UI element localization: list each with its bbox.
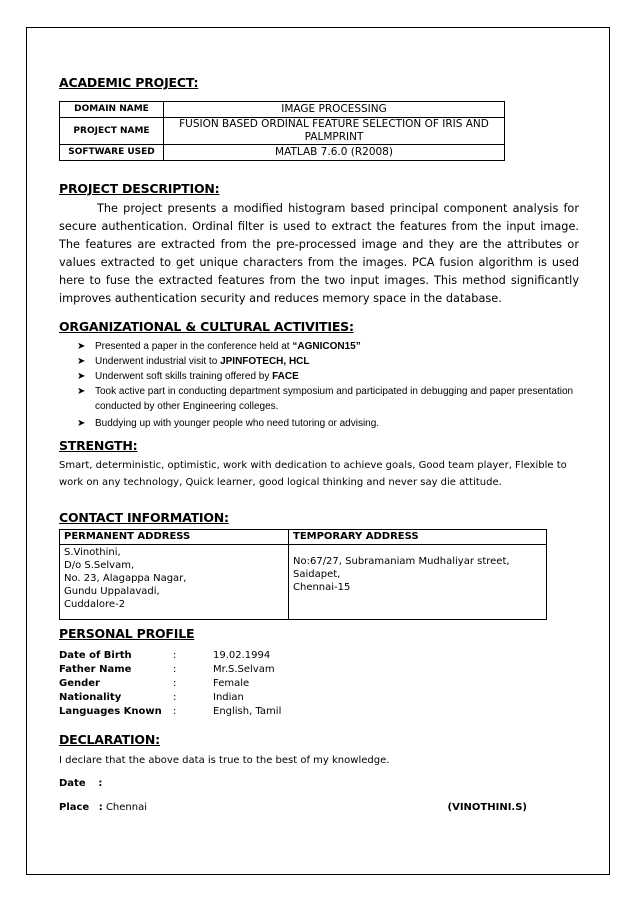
academic-heading: ACADEMIC PROJECT: <box>59 75 199 90</box>
table-row: Gender : Female <box>59 678 250 689</box>
table-row <box>60 145 505 161</box>
permanent-address-cell: S.Vinothini, D/o S.Selvam, No. 23, Alagappa Nagar, Gundu Uppalavadi, Cuddalore-2 <box>60 545 289 620</box>
personal-profile-section <box>59 626 579 719</box>
declaration-heading: DECLARATION: <box>59 732 160 747</box>
declaration-section <box>59 732 527 816</box>
arrow-bullet-icon: ➤ <box>77 341 86 352</box>
arrow-bullet-icon: ➤ <box>77 418 86 429</box>
project-name-label: PROJECT NAME <box>60 118 164 145</box>
software-used-label: SOFTWARE USED <box>60 145 164 161</box>
temporary-address-cell: No:67/27, Subramaniam Mudhaliyar street, Saidapet, Chennai-15 <box>289 545 547 620</box>
strength-heading: STRENGTH: <box>59 438 138 453</box>
date-line: Date : <box>59 778 103 789</box>
declaration-text: I declare that the above data is true to the best of my knowledge. <box>59 755 390 766</box>
list-item: ➤ Took active part in conducting department symposium and participated in debugging and paper presentation conducted by other Engineering colleges. <box>77 386 574 412</box>
strength-section <box>59 438 579 491</box>
contact-table <box>59 529 547 620</box>
table-row: Father Name : Mr.S.Selvam <box>59 664 275 675</box>
table-row: Date of Birth : 19.02.1994 <box>59 650 271 661</box>
table-row: Languages Known : English, Tamil <box>59 706 282 717</box>
list-item: ➤ Underwent soft skills training offered by FACE <box>77 371 299 382</box>
table-row <box>60 118 505 145</box>
arrow-bullet-icon: ➤ <box>77 371 86 382</box>
personal-profile-heading: PERSONAL PROFILE <box>59 626 195 641</box>
project-description-heading: PROJECT DESCRIPTION: <box>59 181 220 196</box>
academic-section <box>59 75 579 90</box>
project-name-value: FUSION BASED ORDINAL FEATURE SELECTION OF IRIS AND PALMPRINT <box>164 118 505 145</box>
permanent-address-header: PERMANENT ADDRESS <box>60 530 289 545</box>
domain-name-value: IMAGE PROCESSING <box>164 102 505 118</box>
place-line: Place : Chennai (VINOTHINI.S) <box>59 799 527 816</box>
contact-section <box>59 510 579 525</box>
project-description-section <box>59 181 579 308</box>
signature: (VINOTHINI.S) <box>447 802 527 813</box>
contact-heading: CONTACT INFORMATION: <box>59 510 229 525</box>
arrow-bullet-icon: ➤ <box>77 386 86 397</box>
activities-heading: ORGANIZATIONAL & CULTURAL ACTIVITIES: <box>59 319 354 334</box>
temporary-address-header: TEMPORARY ADDRESS <box>289 530 547 545</box>
table-row <box>60 102 505 118</box>
list-item: ➤ Underwent industrial visit to JPINFOTECH, HCL <box>77 356 310 367</box>
software-used-value: MATLAB 7.6.0 (R2008) <box>164 145 505 161</box>
table-row <box>60 530 547 545</box>
list-item: ➤ Buddying up with younger people who need tutoring or advising. <box>77 418 380 429</box>
activities-list <box>59 339 579 431</box>
academic-table <box>59 101 505 161</box>
strength-text: Smart, deterministic, optimistic, work with dedication to achieve goals, Good team player, Flexible to work on any technology, Quick learner, good logical thinking and never say die attitude. <box>59 460 567 488</box>
list-item: ➤ Presented a paper in the conference held at “AGNICON15” <box>77 341 361 352</box>
table-row <box>60 545 547 620</box>
domain-name-label: DOMAIN NAME <box>60 102 164 118</box>
place-value: Chennai <box>105 802 148 813</box>
activities-section <box>59 319 579 431</box>
arrow-bullet-icon: ➤ <box>77 356 86 367</box>
table-row: Nationality : Indian <box>59 692 244 703</box>
project-description-text: The project presents a modified histogram based principal component analysis for secure authentication. Ordinal filter is used to extract the features from the input image. The features are extracted from the pre-processed image and they are the attributes or values extracted to get unique characters from the images. PCA fusion algorithm is used here to fuse the extracted features from the two input images. This method significantly improves authentication security and reduces memory space in the database. <box>59 202 579 305</box>
